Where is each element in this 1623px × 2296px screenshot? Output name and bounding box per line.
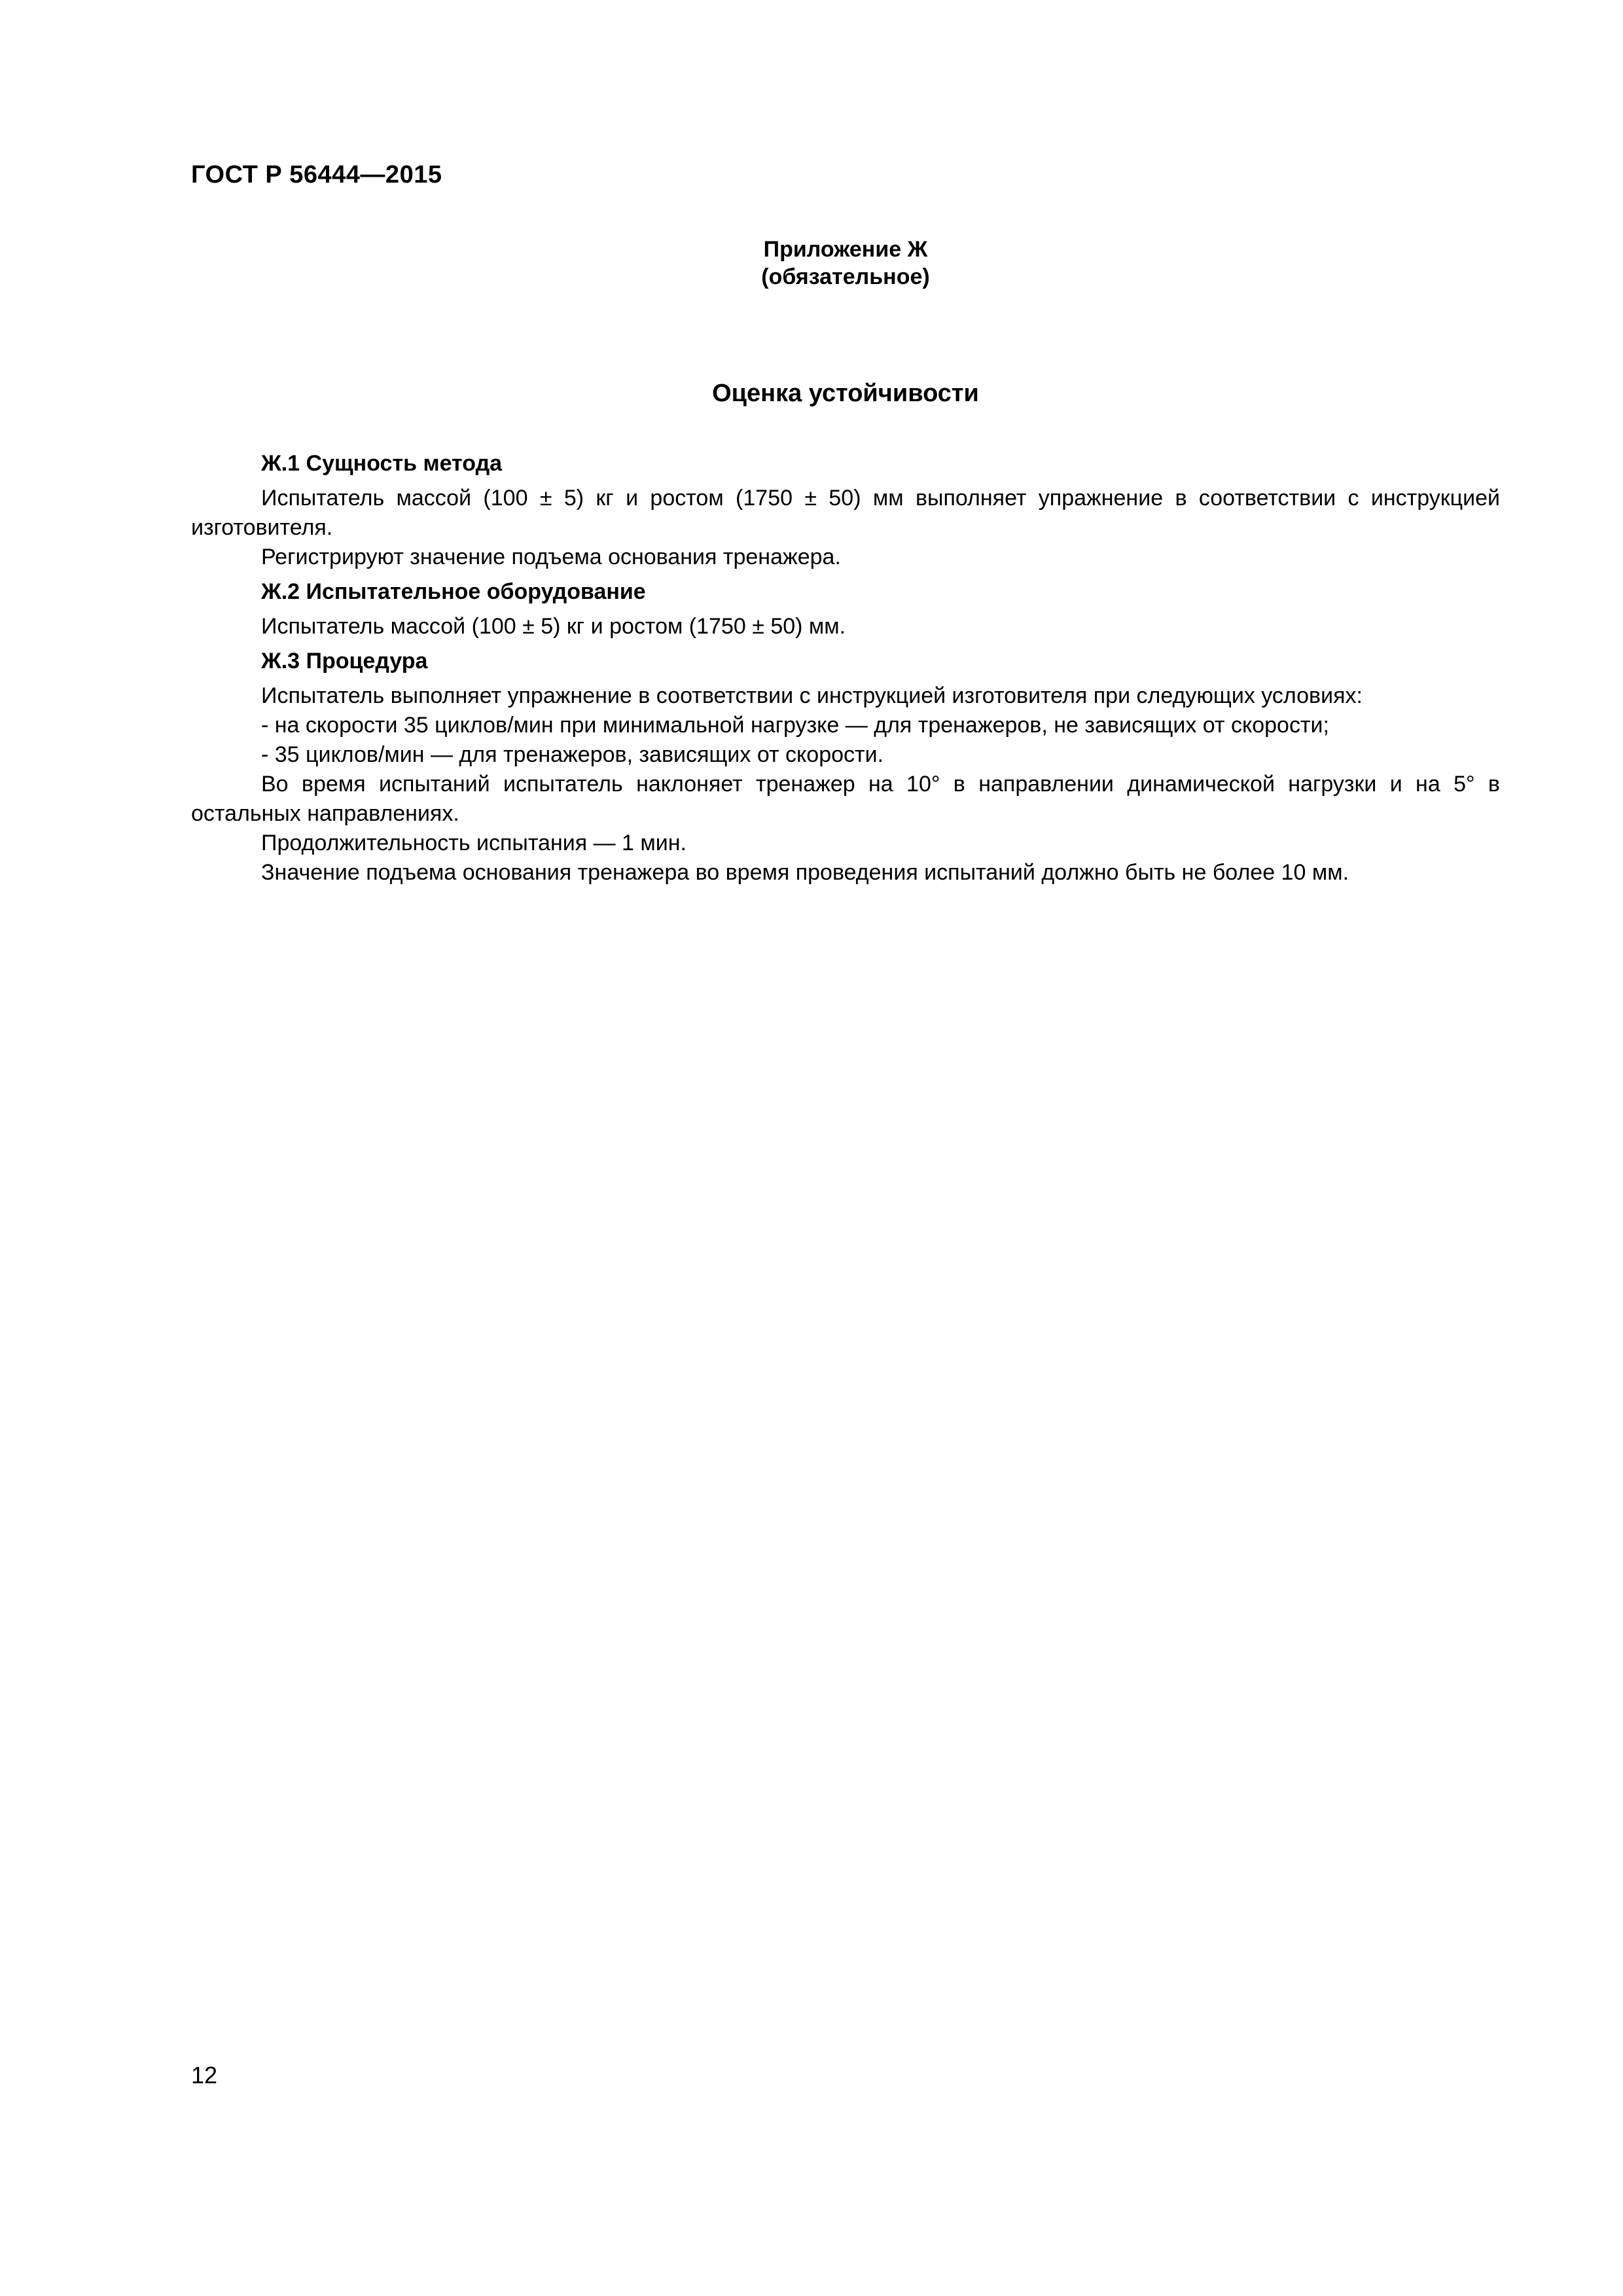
document-code: ГОСТ Р 56444—2015 bbox=[191, 161, 442, 188]
list-item-condition-1: - на скорости 35 циклов/мин при минимальной нагрузке — для тренажеров, не зависящих от скорости; bbox=[261, 713, 1329, 738]
subsection-heading-2: Ж.2 Испытательное оборудование bbox=[261, 579, 646, 604]
paragraph-procedure-3: Продолжительность испытания — 1 мин. bbox=[261, 831, 687, 855]
paragraph-method-1: Испытатель массой (100 ± 5) кг и ростом (1750 ± 50) мм выполняет упражнение в соответствии с инструкцией изготовителя. bbox=[191, 486, 1500, 540]
subsection-heading-1: Ж.1 Сущность метода bbox=[261, 451, 503, 476]
document-body bbox=[191, 449, 1500, 888]
appendix-status: (обязательное) bbox=[761, 264, 930, 289]
paragraph-procedure-1: Испытатель выполняет упражнение в соответствии с инструкцией изготовителя при следующих условиях: bbox=[261, 683, 1363, 708]
paragraph-procedure-2: Во время испытаний испытатель наклоняет тренажер на 10° в направлении динамической нагрузки и на 5° в остальных направлениях. bbox=[191, 772, 1500, 826]
paragraph-method-2: Регистрируют значение подъема основания тренажера. bbox=[261, 545, 841, 569]
paragraph-equipment-1: Испытатель массой (100 ± 5) кг и ростом (1750 ± 50) мм. bbox=[261, 614, 846, 639]
list-item-condition-2: - 35 циклов/мин — для тренажеров, зависящих от скорости. bbox=[261, 742, 884, 767]
page-number: 12 bbox=[191, 2062, 218, 2089]
appendix-title: Приложение Ж bbox=[763, 237, 928, 262]
subsection-heading-3: Ж.3 Процедура bbox=[261, 649, 428, 673]
paragraph-procedure-4: Значение подъема основания тренажера во время проведения испытаний должно быть не более 10 мм. bbox=[261, 860, 1349, 885]
section-title: Оценка устойчивости bbox=[712, 380, 979, 407]
